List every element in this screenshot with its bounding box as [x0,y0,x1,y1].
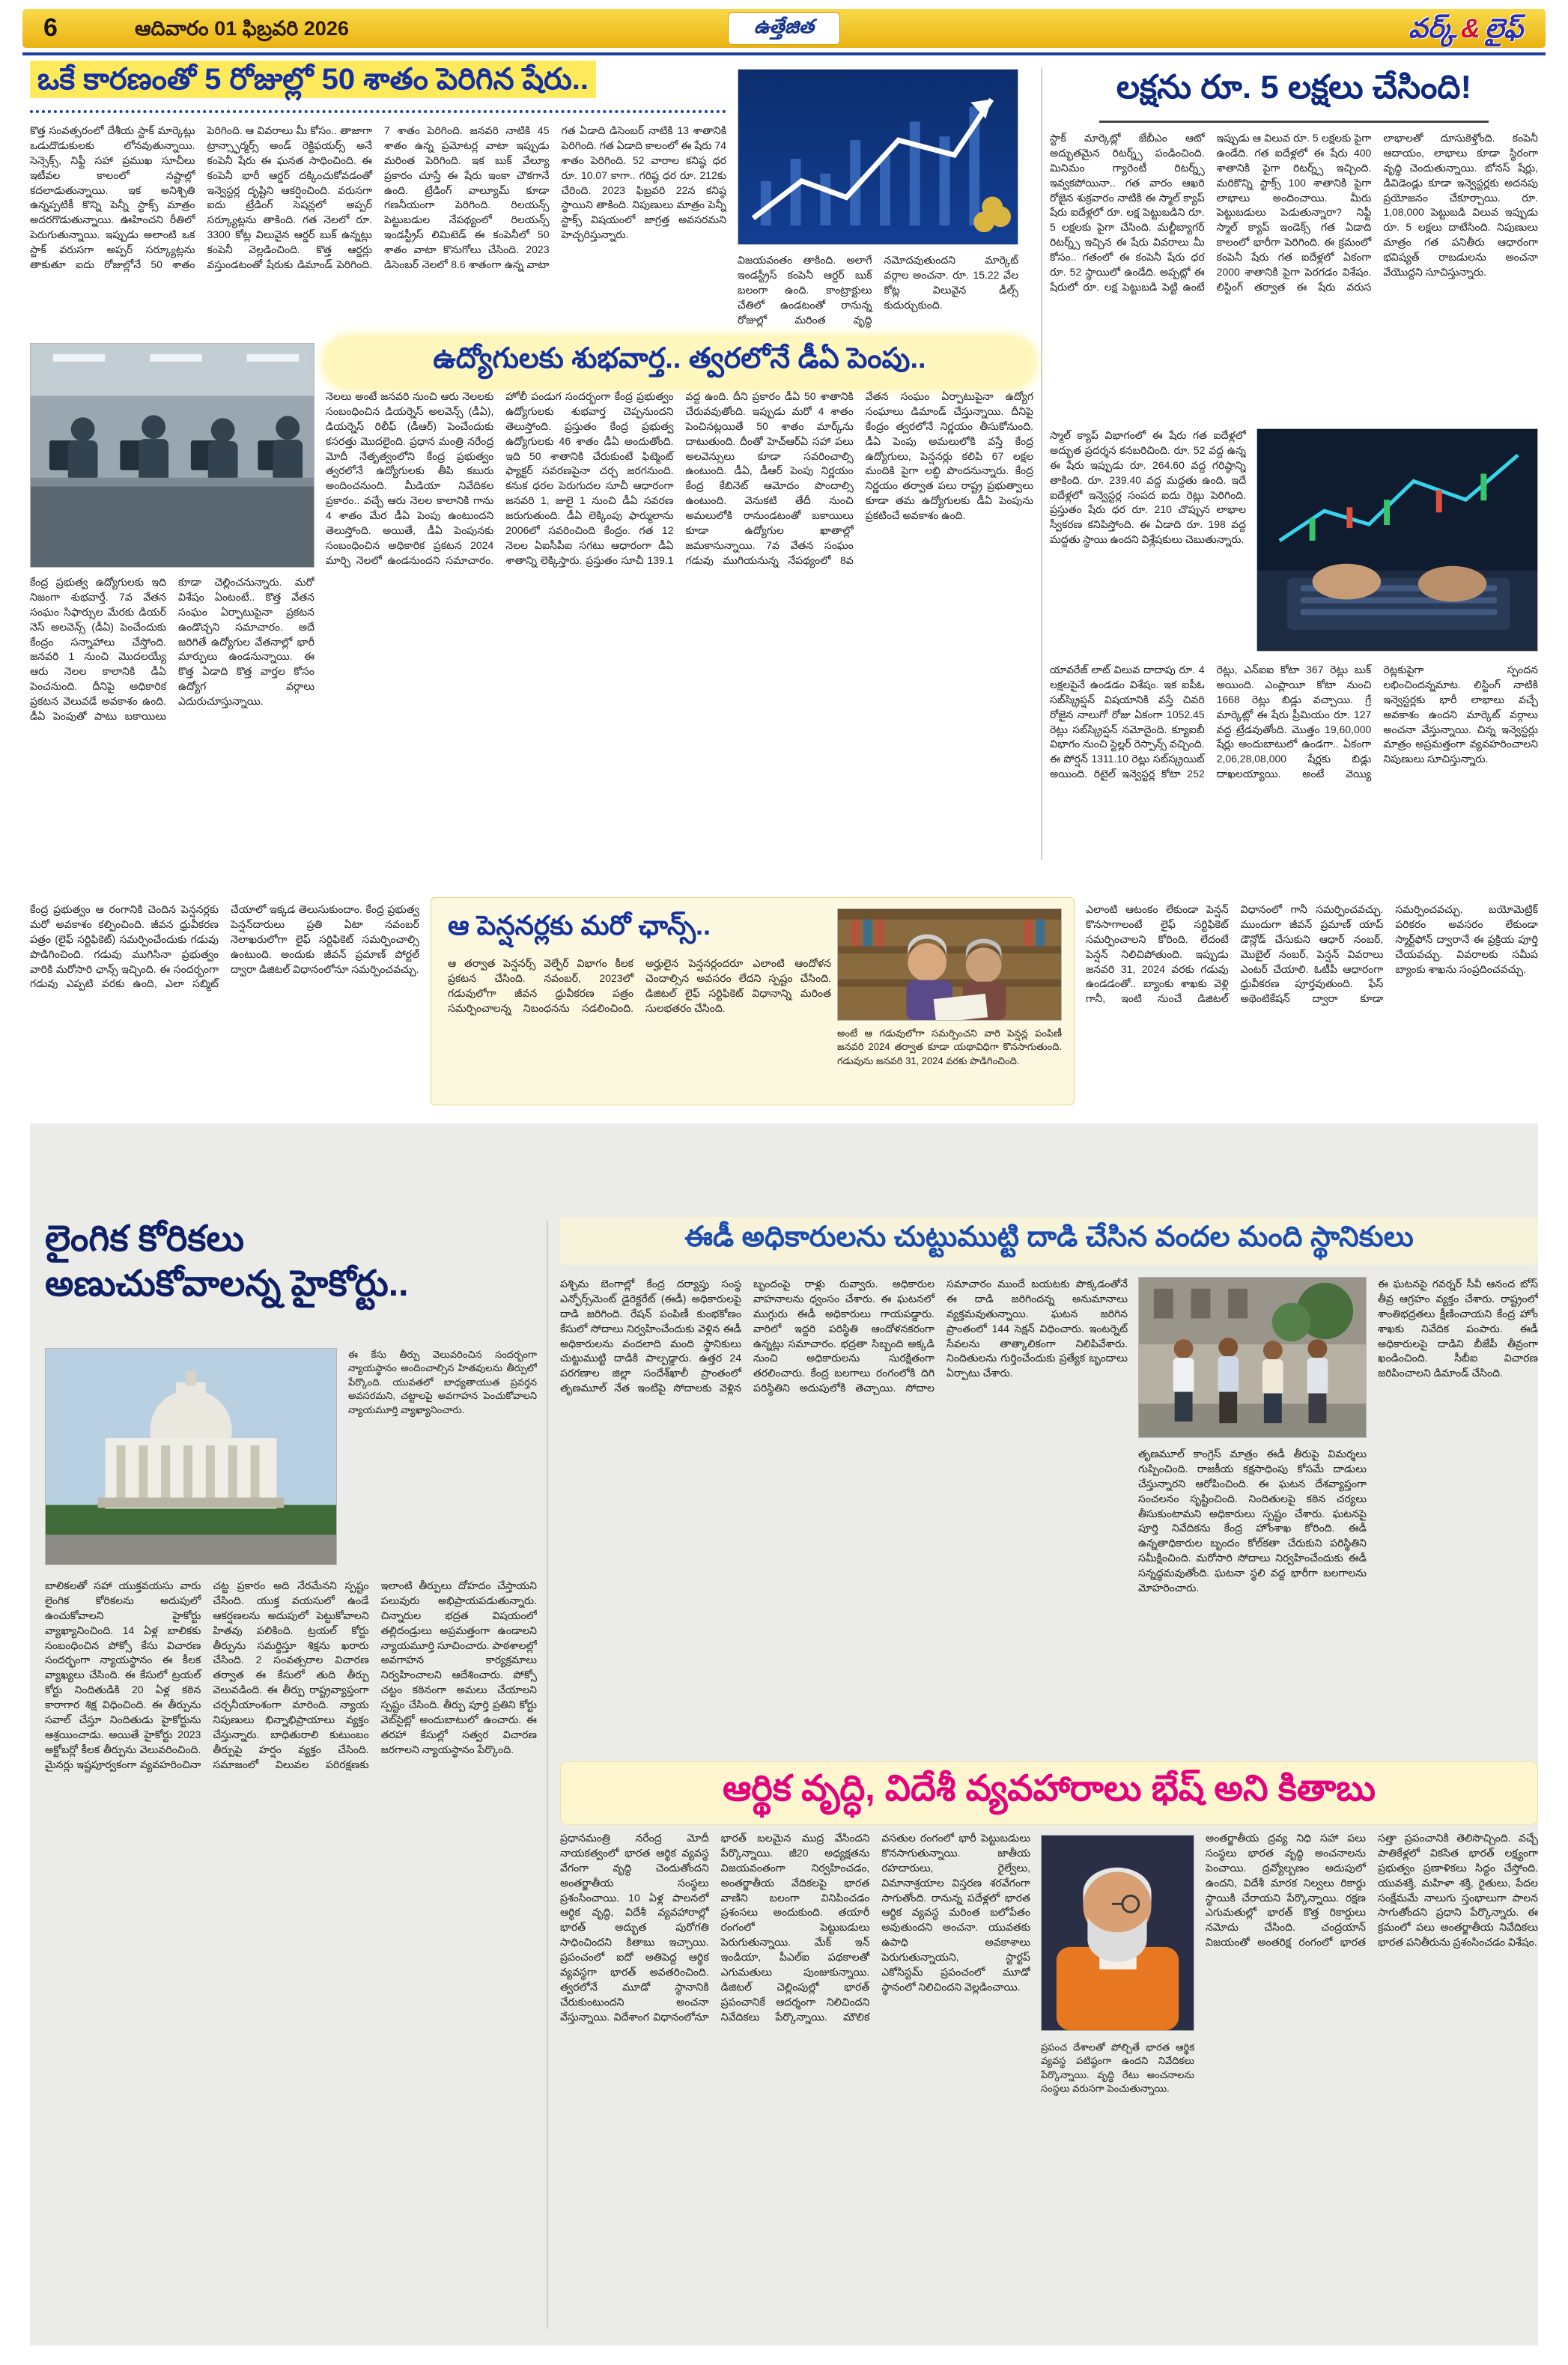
trading-photo [1256,428,1538,652]
pension-headline: ఆ పెన్షనర్లకు మరో ఛాన్స్.. [448,910,711,941]
stock-article-body: కొత్త సంవత్సరంలో దేశీయ స్టాక్ మార్కెట్లు ఒడుదొడుకులకు లోనవుతున్నాయి. సెన్సెక్స్, నిఫ్టీ సహా ప్రముఖ సూచీలు ఇటీవల కాలంలో నష్టాల్లో కదలాడుతున్నాయి. ఇక అనిశ్చితి ఉన్నప్పటికీ కొన్ని పెన్నీ స్టాక్స్ మాత్రం అదరగొడుతున్నాయి. ఊహించని రీతిలో పెరుగుతున్నాయి. ఇప్పుడు అలాంటి ఒక స్టాక్ వరుసగా అప్పర్ సర్క్యూట్లను తాకుతూ ఐదు రోజుల్లోనే 50 శాతం పెరిగింది. ఆ వివరాలు మీ కోసం.. తాజాగా ట్రాన్స్ఫార్మర్స్ అండ్ రెక్టిఫయర్స్ అనే కంపెనీ షేరు ఈ ఘనత సాధించింది. ఈ కంపెనీ భారీ ఆర్డర్ దక్కించుకోవడంతో ఇన్వెస్టర్ల దృష్టిని ఆకర్షించింది. వరుసగా ఐదు ట్రేడింగ్ సెషన్లలో అప్పర్ సర్క్యూట్లను తాకింది. గత నెలలో రూ. 3300 కోట్ల విలువైన ఆర్డర్ బుక్ ఉన్నట్లు కంపెనీ వెల్లడించింది. కొత్త ఆర్డర్లు వస్తుండటంతో షేరుకు డిమాండ్ పెరిగింది. 7 శాతం పెరిగింది. జనవరి నాటికి 45 శాతం ఉన్న ప్రమోటర్ల వాటా ఇప్పుడు మరింత పెరిగింది. ఇక బుక్ వేల్యూ ప్రకారం చూస్తే ఈ షేరు ఇంకా చౌకగానే ఉంది. ట్రేడింగ్ వాల్యూమ్ కూడా గణనీయంగా పెరిగింది. రిలయన్స్ పెట్టుబడుల నేపథ్యంలో రిలయన్స్ ఇండస్ట్రీస్ లిమిటెడ్ ఈ కంపెనీలో 50 శాతం వాటా కొనుగోలు చేసింది. 2023 డిసెంబర్ నెలలో 8.6 శాతంగా ఉన్న వాటా గత ఏడాది డిసెంబర్ నాటికి 13 శాతానికి పెరిగింది. గత ఏడాది కాలంలో ఈ షేరు 74 శాతం పెరిగింది. 52 వారాల కనిష్ఠ ధర రూ. 10.07 కాగా.. గరిష్ఠ ధర రూ. 212కు చేరింది. 2023 ఫిబ్రవరి 22న కనిష్ఠ స్థాయిని తాకింది. నిపుణులు మాత్రం పెన్నీ స్టాక్స్ విషయంలో జాగ్రత్త అవసరమని హెచ్చరిస్తున్నారు. [30,124,726,270]
ed-article-last-column: ఈ ఘటనపై గవర్నర్ సీవీ ఆనంద బోస్ తీవ్ర ఆగ్రహం వ్యక్తం చేశారు. రాష్ట్రంలో శాంతిభద్రతలు క్షీణించాయని కేంద్ర హోం శాఖకు నివేదిక పంపారు. ఈడీ అధికారులపై దాడిని బీజేపీ తీవ్రంగా ఖండించింది. సీబీఐ విచారణ జరిపించాలని డిమాండ్ చేసింది. [1378,1278,1538,1379]
lakh-headline-wrap [1050,69,1538,123]
section-title-ampersand: & [1460,13,1480,43]
court-article-body: బాలికలతో సహా యుక్తవయసు వారు లైంగిక కోరికలను అదుపులో ఉంచుకోవాలని హైకోర్టు వ్యాఖ్యానించింది. 14 ఏళ్ల బాలికకు సంబంధించిన పోక్సో కేసు విచారణ సందర్భంగా న్యాయస్థానం ఈ కీలక వ్యాఖ్యలు చేసింది. ఈ కేసులో ట్రయల్ కోర్టు నిందితుడికి 20 ఏళ్ల కఠిన కారాగార శిక్ష విధించింది. ఈ తీర్పును సవాల్ చేస్తూ నిందితుడు హైకోర్టును ఆశ్రయించాడు. అయితే హైకోర్టు 2023 అక్టోబర్లో కీలక తీర్పును వెలువరించింది. మైనర్లు ఇష్టపూర్వకంగా వ్యవహరించినా చట్ట ప్రకారం అది నేరమేనని స్పష్టం చేసింది. యుక్త వయసులో ఉండే ఆకర్షణలను అదుపులో పెట్టుకోవాలని హితవు పలికింది. ట్రయల్ కోర్టు తీర్పును సమర్థిస్తూ శిక్షను ఖరారు చేసింది. 2 సంవత్సరాల విచారణ తర్వాత ఈ కేసులో తుది తీర్పు వెలువడింది. ఈ తీర్పు రాష్ట్రవ్యాప్తంగా చర్చనీయాంశంగా మారింది. న్యాయ నిపుణులు భిన్నాభిప్రాయాలు వ్యక్తం చేస్తున్నారు. బాధితురాలి కుటుంబం తీర్పుపై హర్షం వ్యక్తం చేసింది. సమాజంలో విలువల పరిరక్షణకు ఇలాంటి తీర్పులు దోహదం చేస్తాయని పలువురు అభిప్రాయపడుతున్నారు. చిన్నారుల భద్రత విషయంలో తల్లిదండ్రులు అప్రమత్తంగా ఉండాలని న్యాయమూర్తి సూచించారు. పాఠశాలల్లో అవగాహన కార్యక్రమాలు నిర్వహించాలని ఆదేశించారు. పోక్సో చట్టం కఠినంగా అమలు చేయాలని స్పష్టం చేసింది. తీర్పు పూర్తి ప్రతిని కోర్టు వెబ్‌సైట్లో అందుబాటులో ఉంచారు. ఈ తరహా కేసుల్లో సత్వర విచారణ జరగాలని న్యాయస్థానం పేర్కొంది. [45,1579,537,1770]
section-title-right: లైఫ్ [1484,13,1523,43]
header-rule [22,52,1546,55]
pension-box-text-b: అంటే ఆ గడువులోగా సమర్పించని వారి పెన్షన్ల పంపిణీ జనవరి 2024 తర్వాత కూడా యథావిధిగా కొనసాగుతుంది. గడువును జనవరి 31, 2024 వరకు పొడిగించింది. [837,1027,1062,1066]
lakh-headline-underline [1099,121,1489,123]
page-header [22,9,1546,48]
lakh-headline: లక్షను రూ. 5 లక్షలు చేసింది! [1116,69,1472,106]
pension-couple-photo [837,908,1062,1021]
pension-box-text-a: ఆ తర్వాత పెన్షనర్స్ వెల్ఫేర్ విభాగం కీలక ప్రకటన చేసింది. నవంబర్, 2023లో గడువులోగా జీవన ధ్రువీకరణ పత్రం సమర్పించాలన్న నిబంధనను సడలించింది. అర్హులైన పెన్షనర్లందరూ ఎలాంటి ఆందోళన చెందాల్సిన అవసరం లేదని స్పష్టం చేసింది. డిజిటల్ లైఫ్ సర్టిఫికెట్ విధానాన్ని మరింత సులభతరం చేసింది. [448,957,831,1014]
economy-article-body: ప్రధానమంత్రి నరేంద్ర మోదీ నాయకత్వంలో భారత ఆర్థిక వ్యవస్థ వేగంగా వృద్ధి చెందుతోందని అంతర్జాతీయ సంస్థలు ప్రశంసించాయి. 10 ఏళ్ల పాలనలో ఆర్థిక వృద్ధి, విదేశీ వ్యవహారాల్లో భారత్ అద్భుత పురోగతి సాధించిందని కితాబు ఇచ్చాయి. ప్రపంచంలో ఐదో అతిపెద్ద ఆర్థిక వ్యవస్థగా భారత్ అవతరించింది. త్వరలోనే మూడో స్థానానికి చేరుకుంటుందని అంచనా వేస్తున్నాయి. విదేశాంగ విధానంలోనూ భారత్ బలమైన ముద్ర వేసిందని పేర్కొన్నాయి. జీ20 అధ్యక్షతను విజయవంతంగా నిర్వహించడం, అంతర్జాతీయ వేదికలపై భారత వాణిని బలంగా వినిపించడం ప్రశంసలు అందుకుంది. తయారీ రంగంలో పెట్టుబడులు పెరుగుతున్నాయి. మేక్ ఇన్ ఇండియా, పీఎల్ఐ పథకాలతో ఎగుమతులు పుంజుకున్నాయి. డిజిటల్ చెల్లింపుల్లో భారత్ ప్రపంచానికే ఆదర్శంగా నిలిచిందని నివేదికలు పేర్కొన్నాయి. మౌలిక వసతుల రంగంలో భారీ పెట్టుబడులు కొనసాగుతున్నాయి. జాతీయ రహదారులు, రైల్వేలు, విమానాశ్రయాల విస్తరణ శరవేగంగా సాగుతోంది. రానున్న పదేళ్లలో భారత ఆర్థిక వ్యవస్థ మరింత బలోపేతం అవుతుందని అంచనా. యువతకు ఉపాధి అవకాశాలు పెరుగుతున్నాయని, స్టార్టప్ ఎకోసిస్టమ్ ప్రపంచంలో మూడో స్థానంలో నిలిచిందని వెల్లడించాయి. [560,1832,1030,2023]
stock-chart-image [738,69,1018,245]
da-headline: ఉద్యోగులకు శుభవార్త.. త్వరలోనే డీఏ పెంపు.. [326,338,1033,386]
stock-article-continued: విజయవంతం తాకింది. అలాగే ఇండస్ట్రీస్ కంపెనీ ఆర్డర్ బుక్ బలంగా ఉంది. కాంట్రాక్టులు చేతిలో ఉండటంతో రానున్న రోజుల్లో మరింత వృద్ధి నమోదవుతుందని మార్కెట్ వర్గాల అంచనా. రూ. 15.22 వేల కోట్ల విలువైన డీల్స్ కుదుర్చుకుంది. [738,254,1018,326]
lakh-article-seg3: యావరేజ్ లాట్ విలువ దాదాపు రూ. 4 లక్షలపైనే ఉండడం విశేషం. ఇక ఐపీఓ సబ్‌స్క్రిప్షన్ విషయానికి వస్తే చివరి రోజైన నాలుగో రోజు ఏకంగా 1052.45 రెట్లు సబ్‌స్క్రిప్షన్ నమోదైంది. క్యూఐబీ విభాగం నుంచి స్టెల్లర్ రెస్పాన్స్ వచ్చింది. ఈ పోర్షన్ 1311.10 రెట్లు సబ్‌స్క్రయిబ్ అయింది. రిటైల్ ఇన్వెస్టర్ల కోటా 252 రెట్లు, ఎన్ఐఐ కోటా 367 రెట్లు బుక్ అయింది. ఎంప్లాయీ కోటా నుంచి 1668 రెట్లు బిడ్లు వచ్చాయి. గ్రే మార్కెట్లో ఈ షేరు ప్రీమియం రూ. 127 వద్ద ట్రేడవుతోంది. మొత్తం 19,60,000 షేర్లు అందుబాటులో ఉండగా.. ఏకంగా 2,06,28,08,000 షేర్లకు బిడ్లు దాఖలయ్యాయి. అంటే వెయ్యి రెట్లకుపైగా స్పందన లభించిందన్నమాట. లిస్టింగ్ నాటికి ఇన్వెస్టర్లకు భారీ లాభాలు వచ్చే అవకాశం ఉందని మార్కెట్ వర్గాలు అంచనా వేస్తున్నాయి. చిన్న ఇన్వెస్టర్లు మాత్రం అప్రమత్తంగా వ్యవహరించాలని నిపుణులు సూచిస్తున్నారు. [1050,664,1538,780]
ed-headline: ఈడీ అధికారులను చుట్టుముట్టి దాడి చేసిన వందల మంది స్థానికులు [560,1217,1538,1265]
section-title-left: వర్క్ [1409,13,1456,43]
pension-article-right: ఎలాంటి ఆటంకం లేకుండా పెన్షన్ కొనసాగాలంటే లైఫ్ సర్టిఫికెట్ సమర్పించాలని కోరింది. లేదంటే పెన్షన్ నిలిచిపోతుంది. ఇప్పుడు జనవరి 31, 2024 వరకు గడువు ఉండడంతో.. బ్యాంకు శాఖకు వెళ్లి గానీ, ఇంటి నుంచే డిజిటల్ విధానంలో గానీ సమర్పించవచ్చు. ముందుగా జీవన్ ప్రమాణ్ యాప్ డౌన్లోడ్ చేసుకుని ఆధార్ నంబర్, మొబైల్ నంబర్, పెన్షన్ వివరాలు ఎంటర్ చేయాలి. ఓటీపీ ఆధారంగా ధ్రువీకరణ పూర్తవుతుంది. ఫేస్ అథెంటికేషన్ ద్వారా కూడా సమర్పించవచ్చు. బయోమెట్రిక్ పరికరం అవసరం లేకుండా స్మార్ట్‌ఫోన్ ద్వారానే ఈ ప్రక్రియ పూర్తి చేయవచ్చు. వివరాలకు సమీప బ్యాంకు శాఖను సంప్రదించవచ్చు. [1086,903,1538,1005]
stock-headline: ఒకే కారణంతో 5 రోజుల్లో 50 శాతం పెరిగిన షేరు.. [30,61,596,98]
pension-article-left: కేంద్ర ప్రభుత్వం ఆ రంగానికి చెందిన పెన్షనర్లకు మరో అవకాశం కల్పించింది. జీవన ధ్రువీకరణ పత్రం (లైఫ్ సర్టిఫికెట్) సమర్పించేందుకు గడువు పొడిగించింది. గడువు ముగిసినా ప్రభుత్వం వారికి మరోసారి ఛాన్స్ ఇచ్చింది. ఈ సందర్భంగా గడువు ఎప్పటి వరకు ఉంది, ఎలా సబ్మిట్ చేయాలో ఇక్కడ తెలుసుకుందాం. కేంద్ర ప్రభుత్వ పెన్షన్‌దారులు ప్రతి ఏటా నవంబర్ నెలాఖరులోగా లైఫ్ సర్టిఫికెట్ సమర్పించాల్సి ఉంటుంది. అందుకు జీవన్ ప్రమాణ్ పోర్టల్ ద్వారా డిజిటల్ విధానంలోనూ సమర్పించవచ్చు. [30,903,419,990]
office-photo [30,343,314,568]
supreme-court-photo [45,1348,337,1565]
court-headline [45,1217,539,1307]
column-divider-left-right [1041,67,1042,860]
stock-headline-wrap [30,63,726,113]
column-divider-court-ed [547,1221,548,2329]
ed-article-under-photo: తృణమూల్ కాంగ్రెస్ మాత్రం ఈడీ తీరుపై విమర్శలు గుప్పించింది. రాజకీయ కక్షసాధింపు కోసమే దాడులు చేస్తున్నారని ఆరోపించింది. ఈ ఘటన దేశవ్యాప్తంగా సంచలనం సృష్టించింది. నిందితులపై కఠిన చర్యలు తీసుకుంటామని అధికారులు స్పష్టం చేశారు. ఘటనపై పూర్తి నివేదికను కేంద్ర హోంశాఖ కోరింది. ఈడీ ఉన్నతాధికారుల బృందం కోల్‌కతా చేరుకుని పరిస్థితిని సమీక్షించింది. మరోసారి సోదాలు నిర్వహించేందుకు ఈడీ సన్నద్ధమవుతోంది. ఘటనా స్థలి వద్ద భారీగా బలగాలను మోహరించారు. [1138,1448,1367,1594]
da-article-side: కేంద్ర ప్రభుత్వ ఉద్యోగులకు ఇది నిజంగా శుభవార్తే. 7వ వేతన సంఘం సిఫార్సుల మేరకు డియర్ నెస్ అలవెన్స్ (డీఏ) పెంచేందుకు కేంద్రం సన్నాహాలు చేస్తోంది. జనవరి 1 నుంచి మొదలయ్యే ఆరు నెలల కాలానికి డీఏ పెంచనుంది. దీనిపై అధికారిక ప్రకటన వెలువడే అవకాశం ఉంది. డీఏ పెంపుతో పాటు బకాయిలు కూడా చెల్లించనున్నారు. మరో విశేషం ఏంటంటే.. కొత్త వేతన సంఘం ఏర్పాటుపైనా ప్రకటన ఉండొచ్చని సమాచారం. అదే జరిగితే ఉద్యోగుల వేతనాల్లో భారీ మార్పులు ఉండనున్నాయి. ఈ కొత్త ఏడాది కొత్త వార్తల కోసం ఉద్యోగ వర్గాలు ఎదురుచూస్తున్నాయి. [30,576,314,722]
court-article-side: ఈ కేసు తీర్పు వెలువరించిన సందర్భంగా న్యాయస్థానం అందించాల్సిన హితవులను తీర్పులో పేర్కొంది. యువతలో బాధ్యతాయుత ప్రవర్తన అవసరమని, చట్టాలపై అవగాహన పెంచుకోవాలని న్యాయమూర్తి వ్యాఖ్యానించారు. [348,1349,537,1415]
lakh-article-seg1: స్టాక్ మార్కెట్లో జేబీఎం ఆటో అద్భుతమైన రిటర్న్స్ పండించింది. మినిమం గ్యారెంటీ రిటర్న్స్ ఇవ్వకపోయినా.. గత వారం ఆఖరి రోజైన శుక్రవారం నాటికి ఈ స్మాల్ క్యాప్ షేరు ఐదేళ్లలో రూ. లక్ష పెట్టుబడిని రూ. 5 లక్షలకు పైగా చేసింది. మల్టీబ్యాగర్ రిటర్న్స్ ఇచ్చిన ఈ షేరు వివరాలు మీ కోసం.. గతంలో ఈ కంపెనీ షేరు ధర రూ. 52 స్థాయిలో ఉండేది. అప్పట్లో ఈ షేరులో రూ. లక్ష పెట్టుబడి పెట్టి ఉంటే ఇప్పుడు ఆ విలువ రూ. 5 లక్షలకు పైగా ఉండేది. గత ఐదేళ్లలో ఈ షేరు 400 శాతానికి పైగా రిటర్న్స్ ఇచ్చింది. మరికొన్ని స్టాక్స్ 100 శాతానికి పైగా లాభాలు అందించాయి. మీరు పెట్టుబడులు పెడుతున్నారా? నిఫ్టీ స్మాల్ క్యాప్ ఇండెక్స్ గత ఏడాది కాలంలో భారీగా పెరిగింది. ఈ క్రమంలో కంపెనీ షేరు గత ఐదేళ్లలో ఏకంగా 2000 శాతానికి పైగా పెరగడం విశేషం. లిస్టింగ్ తర్వాత ఈ షేరు వరుస లాభాలతో దూసుకెళ్తోంది. కంపెనీ ఆదాయం, లాభాలు కూడా స్థిరంగా వృద్ధి చెందుతున్నాయి. బోనస్ షేర్లు, డివిడెండ్లు కూడా ఇన్వెస్టర్లకు అదనపు ప్రయోజనం చేకూర్చాయి. రూ. 1,08,000 పెట్టుబడి విలువ ఇప్పుడు రూ. 5 లక్షలు దాటేసింది. నిపుణులు మాత్రం గత పనితీరు ఆధారంగా భవిష్యత్ రాబడులను అంచనా వేయొద్దని సూచిస్తున్నారు. [1050,132,1538,293]
da-article-body: నెలలు అంటే జనవరి నుంచి ఆరు నెలలకు సంబంధించిన డియర్నెస్ అలవెన్స్ (డీఏ), డియర్నెస్ రిలీఫ్ (డీఆర్) పెంచేందుకు కసరత్తు మొదలైంది. ప్రధాన మంత్రి నరేంద్ర మోదీ నేతృత్వంలోని కేంద్ర ప్రభుత్వం త్వరలోనే ఉద్యోగులకు తీపి కబురు అందించనుంది. మీడియా నివేదికల ప్రకారం.. వచ్చే ఆరు నెలల కాలానికి గాను 4 శాతం మేర డీఏ పెంపు ఉంటుందని తెలుస్తోంది. అయితే, డీఏ పెంపునకు సంబంధించిన అధికారిక ప్రకటన 2024 మార్చి నెలలో ఉండనుందని సమాచారం. హోలీ పండుగ సందర్భంగా కేంద్ర ప్రభుత్వం ఉద్యోగులకు శుభవార్త చెప్పనుందని తెలుస్తోంది. ప్రస్తుతం కేంద్ర ప్రభుత్వ ఉద్యోగులకు 46 శాతం డీఏ అందుతోంది. ఇది 50 శాతానికి చేరుకుంటే ఫిట్మెంట్ ఫ్యాక్టర్ సవరణపైనా చర్చ జరగనుంది. కనుక ధరల పెరుగుదల సూచీ ఆధారంగా జనవరి 1, జులై 1 నుంచి డీఏ సవరణ జరుగుతుంది. డీఏ లెక్కింపు ఫార్ములాను 2006లో సవరించింది కేంద్రం. గత 12 నెలల ఏఐసీపీఐ సగటు ఆధారంగా డీఏ శాతాన్ని లెక్కిస్తారు. ప్రస్తుతం సూచీ 139.1 వద్ద ఉంది. దీని ప్రకారం డీఏ 50 శాతానికి చేరువవుతోంది. ఇప్పుడు మరో 4 శాతం పెంచినట్లయితే 50 శాతం మార్క్‌ను దాటుతుంది. దీంతో హెచ్ఆర్ఏ సహా పలు అలవెన్సులు కూడా సవరించాల్సి ఉంటుంది. డీఏ, డీఆర్ పెంపు నిర్ణయం కేంద్ర కేబినెట్ ఆమోదం పొందాల్సి ఉంటుంది. వెనుకటి తేదీ నుంచి అమలులోకి రానుండటంతో బకాయిలు కూడా ఉద్యోగుల ఖాతాల్లో జమకానున్నాయి. 7వ వేతన సంఘం గడువు ముగియనున్న నేపథ్యంలో 8వ వేతన సంఘం ఏర్పాటుపైనా ఉద్యోగ సంఘాలు డిమాండ్ చేస్తున్నాయి. దీనిపై కేంద్రం త్వరలోనే నిర్ణయం తీసుకోనుంది. డీఏ పెంపు అమలులోకి వస్తే కేంద్ర ఉద్యోగులు, పెన్షనర్లు కలిపి 67 లక్షల మందికి పైగా లబ్ధి పొందనున్నారు. కేంద్ర నిర్ణయం తర్వాత పలు రాష్ట్ర ప్రభుత్వాలు కూడా తమ ఉద్యోగులకు డీఏ పెంపును ప్రకటించే అవకాశం ఉంది. [326,390,1033,566]
economy-article-under-photo: ప్రపంచ దేశాలతో పోల్చితే భారత ఆర్థిక వ్యవస్థ పటిష్ఠంగా ఉందని నివేదికలు పేర్కొన్నాయి. వృద్ధి రేటు అంచనాలను సంస్థలు వరుసగా పెంచుతున్నాయి. [1041,2041,1194,2095]
economy-article-right: అంతర్జాతీయ ద్రవ్య నిధి సహా పలు సంస్థలు భారత వృద్ధి అంచనాలను పెంచాయి. ద్రవ్యోల్బణం అదుపులో ఉందని, విదేశీ మారక నిల్వలు రికార్డు స్థాయికి చేరాయని పేర్కొన్నాయి. రక్షణ ఎగుమతుల్లో భారత్ కొత్త రికార్డులు నమోదు చేసింది. చంద్రయాన్ విజయంతో అంతరిక్ష రంగంలో భారత సత్తా ప్రపంచానికి తెలిసొచ్చింది. వచ్చే పాతికేళ్లలో వికసిత భారత్ లక్ష్యంగా ప్రభుత్వం ప్రణాళికలు సిద్ధం చేస్తోంది. యువశక్తి, మహిళా శక్తి, రైతులు, పేదల సంక్షేమమే నాలుగు స్తంభాలుగా పాలన సాగుతోందని ప్రధాని పేర్కొన్నారు. ఈ క్రమంలో పలు అంతర్జాతీయ నివేదికలు భారత పనితీరును ప్రశంసించడం విశేషం. [1206,1832,1538,1949]
lakh-article-seg2: స్మాల్ క్యాప్ విభాగంలో ఈ షేరు గత ఐదేళ్లలో అద్భుత ప్రదర్శన కనబరిచింది. రూ. 52 వద్ద ఉన్న ఈ షేరు ఇప్పుడు రూ. 264.60 వద్ద గరిష్ఠాన్ని తాకింది. రూ. 239.40 వద్ద మద్దతు ఉంది. ఇదే ఐదేళ్లలో ఇన్వెస్టర్ల సంపద ఐదు రెట్లు పెరిగింది. ప్రస్తుతం షేరు ధర రూ. 210 చొప్పున లాభాల స్వీకరణ కనిపిస్తోంది. ఈ ఏడాది రూ. 198 వద్ద మద్దతు స్థాయి ఉందని విశ్లేషకులు చెబుతున్నారు. [1050,429,1246,546]
pension-box [431,897,1075,1105]
page-number: 6 [43,13,58,42]
page-date: ఆదివారం 01 ఫిబ్రవరి 2026 [135,17,349,40]
section-title [1409,13,1523,51]
economy-headline: ఆర్థిక వృద్ధి, విదేశీ వ్యవహారాలు భేష్ అని కితాబు [560,1761,1538,1825]
ed-officials-photo [1138,1277,1367,1438]
masthead-logo [728,12,840,45]
modi-photo [1041,1835,1194,2031]
masthead-title: ఉత్తేజిత [753,14,815,37]
court-headline-line1: లైంగిక కోరికలు [45,1219,244,1259]
ed-article-body: పశ్చిమ బెంగాల్లో కేంద్ర దర్యాప్తు సంస్థ ఎన్ఫోర్స్‌మెంట్ డైరెక్టరేట్ (ఈడీ) అధికారులపై దాడి జరిగింది. రేషన్ పంపిణీ కుంభకోణం కేసులో సోదాలు నిర్వహించేందుకు వెళ్లిన ఈడీ అధికారులను వందలాది మంది స్థానికులు చుట్టుముట్టి దాడికి పాల్పడ్డారు. ఉత్తర 24 పరగణాల జిల్లా సందేశ్‌ఖాలీ ప్రాంతంలో తృణమూల్ నేత ఇంటిపై సోదాలకు వెళ్లిన బృందంపై రాళ్లు రువ్వారు. అధికారుల వాహనాలను ధ్వంసం చేశారు. ఈ ఘటనలో ముగ్గురు ఈడీ అధికారులు గాయపడ్డారు. వారిలో ఇద్దరి పరిస్థితి ఆందోళనకరంగా ఉన్నట్లు సమాచారం. భద్రతా సిబ్బంది అక్కడి నుంచి అధికారులను సురక్షితంగా తరలించారు. కేంద్ర బలగాలు రంగంలోకి దిగి పరిస్థితిని అదుపులోకి తెచ్చాయి. సోదాల సమాచారం ముందే బయటకు పొక్కడంతోనే ఈ దాడి జరిగిందన్న అనుమానాలు వ్యక్తమవుతున్నాయి. ఘటన జరిగిన ప్రాంతంలో 144 సెక్షన్ విధించారు. ఇంటర్నెట్ సేవలను తాత్కాలికంగా నిలిపివేశారు. నిందితులను గుర్తించేందుకు ప్రత్యేక బృందాలు ఏర్పాటు చేశారు. [560,1278,1128,1394]
court-headline-line2: అణుచుకోవాలన్న హైకోర్టు.. [45,1264,409,1304]
